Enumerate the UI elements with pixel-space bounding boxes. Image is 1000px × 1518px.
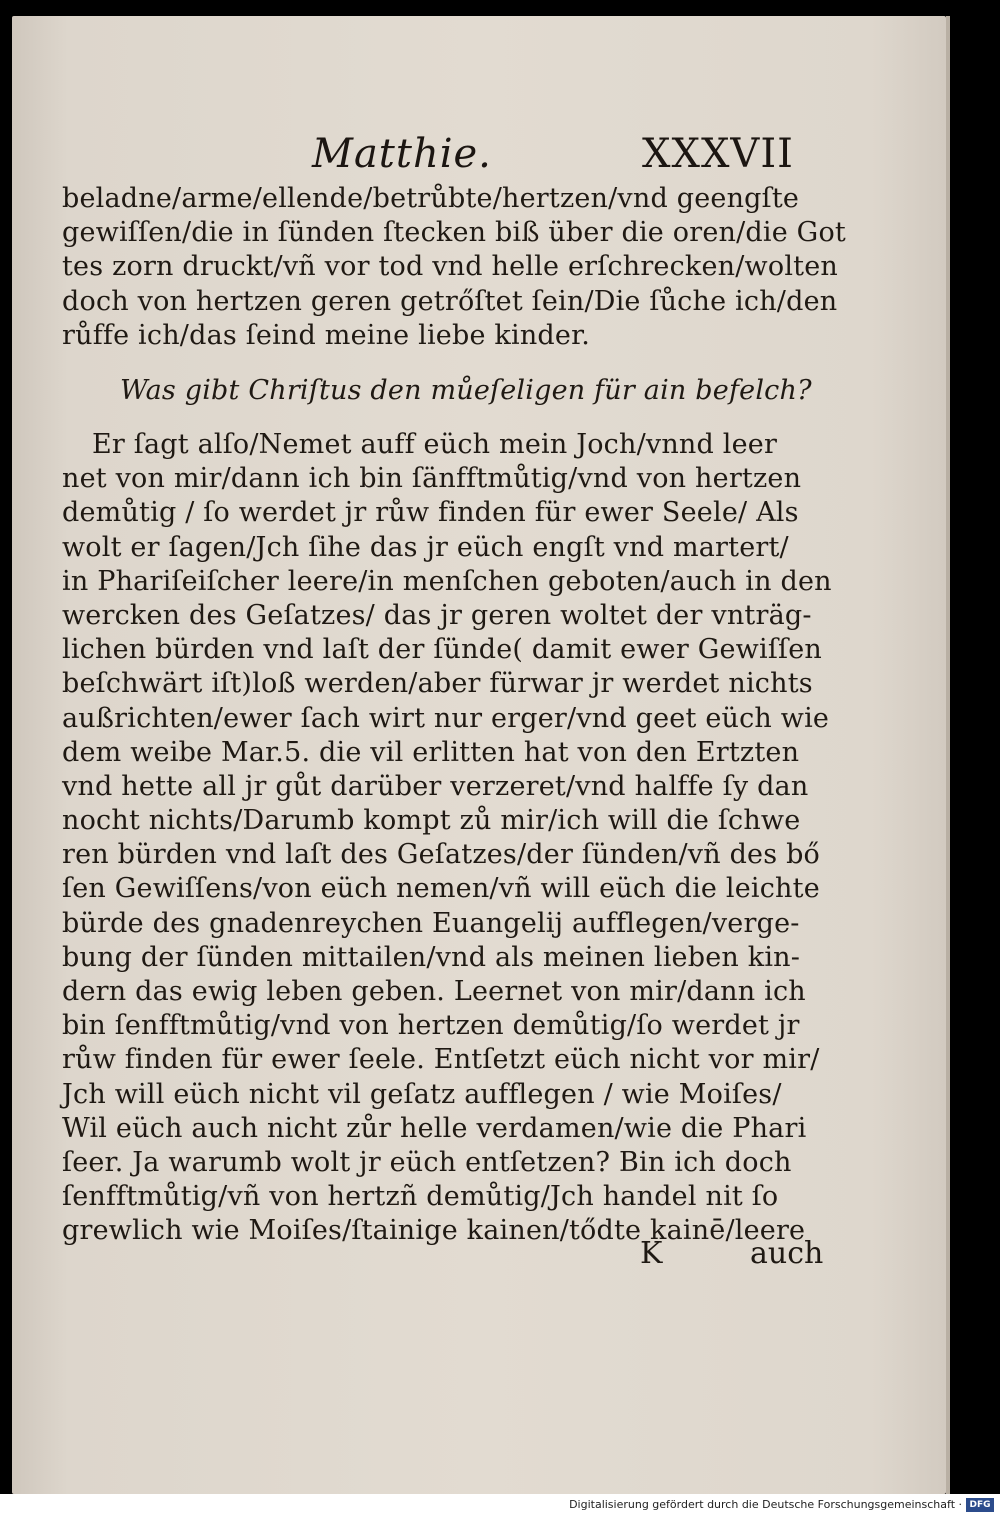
text-line: außrichten/ewer ſach wirt nur erger/vnd geet eüch wie <box>62 702 830 734</box>
text-line: ſen Gewiſſens/von eüch nemen/vñ will eüch die leichte <box>62 873 820 905</box>
text-line: in Phariſeiſcher leere/in menſchen geboten/auch in den <box>62 565 832 597</box>
text-line: ſeer. Ja warumb wolt jr eüch entſetzen? Bin ich doch <box>62 1146 792 1178</box>
text-line: růffe ich/das ſeind meine liebe kinder. <box>62 319 590 351</box>
text-line: beſchwärt iſt)loß werden/aber fürwar jr werdet nichts <box>62 668 813 700</box>
text-line: bürde des gnadenreychen Euangelij aufflegen/verge- <box>62 907 800 939</box>
text-line: bung der ſünden mittailen/vnd als meinen lieben kin- <box>62 941 801 973</box>
funding-credit: Digitalisierung gefördert durch die Deutsche Forschungsgemeinschaft · <box>569 1498 962 1511</box>
footer-bar <box>0 1494 1000 1518</box>
text-line: doch von hertzen geren getrőſtet ſein/Die ſůche ich/den <box>62 285 838 317</box>
text-line: wercken des Geſatzes/ das jr geren woltet der vnträg- <box>62 599 812 631</box>
text-line: růw finden für ewer ſeele. Entſetzt eüch nicht vor mir/ <box>62 1044 820 1076</box>
page-edge <box>946 16 950 1494</box>
question-heading: Was gibt Chriſtus den můeſeligen für ain befelch? <box>120 375 812 406</box>
text-line: bin ſenfftmůtig/vnd von hertzen demůtig/ſo werdet jr <box>62 1010 800 1042</box>
text-line: dern das ewig leben geben. Leernet von mir/dann ich <box>62 976 806 1007</box>
signature-mark: K <box>640 1236 663 1271</box>
text-line: tes zorn druckt/vñ vor tod vnd helle erſchrecken/wolten <box>62 251 838 283</box>
catchword: auch <box>750 1236 824 1271</box>
text-line: gewiſſen/die in ſünden ſtecken biß über die oren/die Got <box>62 217 846 249</box>
text-line: beladne/arme/ellende/betrůbte/hertzen/vnd geengſte <box>62 183 800 214</box>
text-line: net von mir/dann ich bin ſänfftmůtig/vnd von hertzen <box>62 463 802 495</box>
text-line: ren bürden vnd laſt des Geſatzes/der ſünden/vñ des bő <box>62 839 821 871</box>
paragraph-1 <box>62 182 846 353</box>
paragraph-2 <box>62 428 832 1249</box>
text-line: Jch will eüch nicht vil geſatz aufflegen / wie Moiſes/ <box>62 1078 782 1110</box>
text-line: ſenfftmůtig/vñ von hertzñ demůtig/Jch handel nit ſo <box>62 1181 779 1213</box>
text-line: wolt er ſagen/Jch ſihe das jr eüch engſt vnd martert/ <box>62 531 789 563</box>
text-line: vnd hette all jr gůt darüber verzeret/vnd halffe ſy dan <box>62 770 809 802</box>
text-line: demůtig / ſo werdet jr růw finden für ewer Seele/ Als <box>62 497 799 529</box>
book-page <box>12 16 946 1494</box>
text-line: nocht nichts/Darumb kompt zů mir/ich will die ſchwe <box>62 805 801 837</box>
text-line: Wil eüch auch nicht zůr helle verdamen/wie die Phari <box>62 1112 807 1144</box>
text-line: dem weibe Mar.5. die vil erlitten hat von den Ertzten <box>62 736 800 768</box>
folio-number: XXXVII <box>642 131 794 177</box>
dfg-logo: DFG <box>966 1498 994 1512</box>
text-line: grewlich wie Moiſes/ſtainige kainen/tődte kainē/leere <box>62 1215 806 1247</box>
text-line: lichen bürden vnd laſt der ſünde( damit ewer Gewiſſen <box>62 634 822 666</box>
running-head: Matthie. <box>312 131 492 177</box>
text-line: Er ſagt alſo/Nemet auff eüch mein Joch/vnnd leer <box>92 429 778 460</box>
